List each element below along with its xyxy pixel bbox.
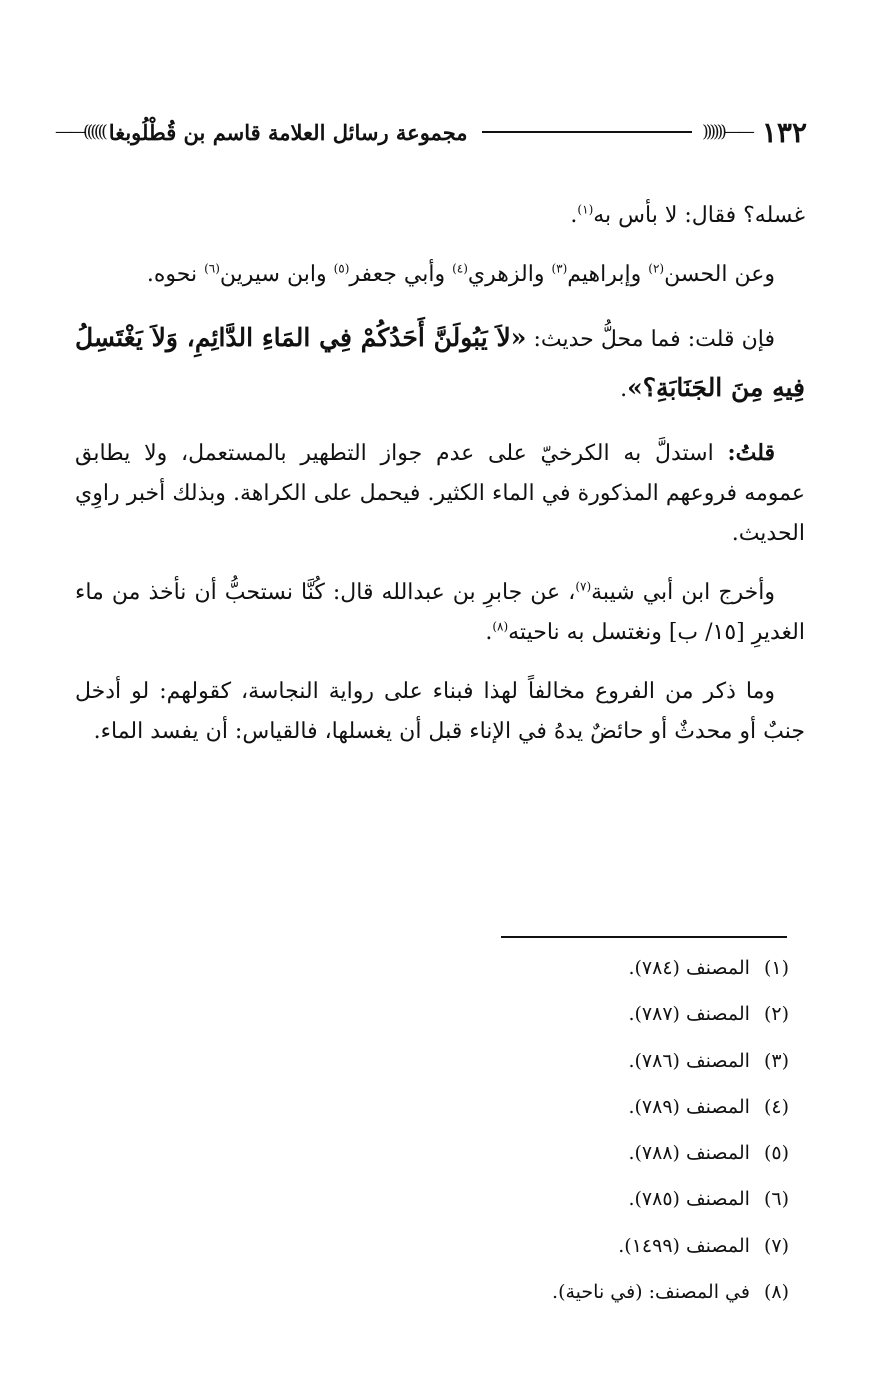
- footnote-ref-3: (٣): [551, 261, 568, 276]
- p5-text-2: ، عن جابرِ بن عبدالله قال: كُنَّا نستحبُّ أن نأخذ من ماء الغديرِ [١٥/ ب] ونغتسل به ناحيته: [75, 580, 805, 645]
- footnote-number: (٢): [763, 1003, 789, 1026]
- footnote-item: [189, 1183, 789, 1229]
- p2-text-6: نحوه.: [146, 262, 205, 287]
- footnote-text: المصنف (٧٨٦).: [628, 1049, 750, 1072]
- header-rule-right: [482, 131, 693, 133]
- footnote-text: المصنف (١٤٩٩).: [618, 1234, 750, 1257]
- p2-text-4: وأبي جعفر: [349, 262, 453, 287]
- qultu-keyword: قلتُ:: [727, 440, 775, 466]
- footnote-item: [189, 1137, 789, 1183]
- footnote-number: (٤): [763, 1095, 789, 1118]
- p2-text-2: وإبراهيم: [567, 262, 649, 287]
- footnote-item: [189, 1230, 789, 1276]
- footnote-item: [189, 952, 789, 998]
- footnote-ref-8: (٨): [492, 619, 509, 634]
- footnote-ref-6: (٦): [204, 261, 220, 276]
- paragraph-1: [75, 196, 805, 236]
- footnote-text: في المصنف: (في ناحية).: [552, 1281, 750, 1304]
- p2-text-1: وعن الحسن: [664, 262, 775, 287]
- paragraph-2: [75, 255, 805, 295]
- p3-intro: فإن قلت: فما محلُّ حديث:: [526, 327, 775, 352]
- footnote-text: المصنف (٧٨٨).: [628, 1142, 750, 1165]
- footnote-number: (٧): [763, 1234, 789, 1257]
- p3-end: .: [620, 377, 628, 402]
- p2-text-3: والزهري: [467, 262, 552, 287]
- footnotes-list: [189, 952, 789, 1322]
- footnote-item: [189, 1091, 789, 1137]
- footnote-text: المصنف (٧٨٧).: [628, 1003, 750, 1026]
- footnote-number: (٣): [763, 1049, 789, 1072]
- page-number: ١٣٢: [761, 115, 807, 149]
- p1-end: .: [570, 203, 578, 228]
- header-ornament-right: ——((((((: [702, 122, 752, 142]
- footnote-number: (٨): [763, 1281, 789, 1304]
- footnote-text: المصنف (٧٨٩).: [628, 1095, 750, 1118]
- hadith-quote: «لاَ يَبُولَنَّ أَحَدُكُمْ فِي المَاءِ الدَّائِمِ، وَلاَ يَغْتَسِلُ فِيهِ مِنَ الجَنَابَةِ؟»: [75, 323, 805, 402]
- p1-text: غسله؟ فقال: لا بأس به: [593, 203, 805, 228]
- p4-text: استدلَّ به الكرخيّ على عدم جواز التطهير بالمستعمل، ولا يطابق عمومه فروعهم المذكورة في الماء الكثير. فيحمل على الكراهة. وبذلك أخبر راوِي الحديث.: [75, 441, 805, 546]
- footnote-ref-5: (٥): [333, 261, 350, 276]
- footnote-separator: [501, 936, 787, 938]
- footnote-item: [189, 998, 789, 1044]
- footnote-number: (٥): [763, 1142, 789, 1165]
- paragraph-5: [75, 573, 805, 653]
- paragraph-3: [75, 314, 805, 414]
- page-header: [55, 112, 807, 152]
- footnote-number: (١): [763, 957, 789, 979]
- footnote-item: [189, 1276, 789, 1322]
- footnote-ref-2: (٢): [648, 261, 665, 276]
- footnote-number: (٦): [763, 1188, 789, 1211]
- footnote-ref-4: (٤): [452, 261, 468, 276]
- p6-text: وما ذكر من الفروع مخالفاً لهذا فبناء على رواية النجاسة، كقولهم: لو أدخل جنبٌ أو محدثٌ أو حائضٌ يدهُ في الإناء قبل أن يغسلها، فالقياس: أن يفسد الماء.: [75, 679, 805, 744]
- footnote-ref-1: (١): [577, 202, 594, 217]
- footnote-item: [189, 1045, 789, 1091]
- p5-end: .: [485, 620, 493, 645]
- paragraph-4: [75, 433, 805, 554]
- footnote-text: المصنف (٧٨٥).: [628, 1188, 750, 1211]
- footnote-ref-7: (٧): [575, 579, 592, 594]
- main-text: [75, 196, 805, 771]
- p2-text-5: وابن سيرين: [219, 262, 334, 287]
- p5-text-1: وأخرج ابن أبي شيبة: [591, 580, 776, 605]
- paragraph-6: [75, 672, 805, 752]
- header-ornament-left: ))))))——: [55, 122, 105, 142]
- running-title: مجموعة رسائل العلامة قاسم بن قُطْلُوبغا: [108, 119, 468, 145]
- footnote-text: المصنف (٧٨٤).: [628, 957, 750, 979]
